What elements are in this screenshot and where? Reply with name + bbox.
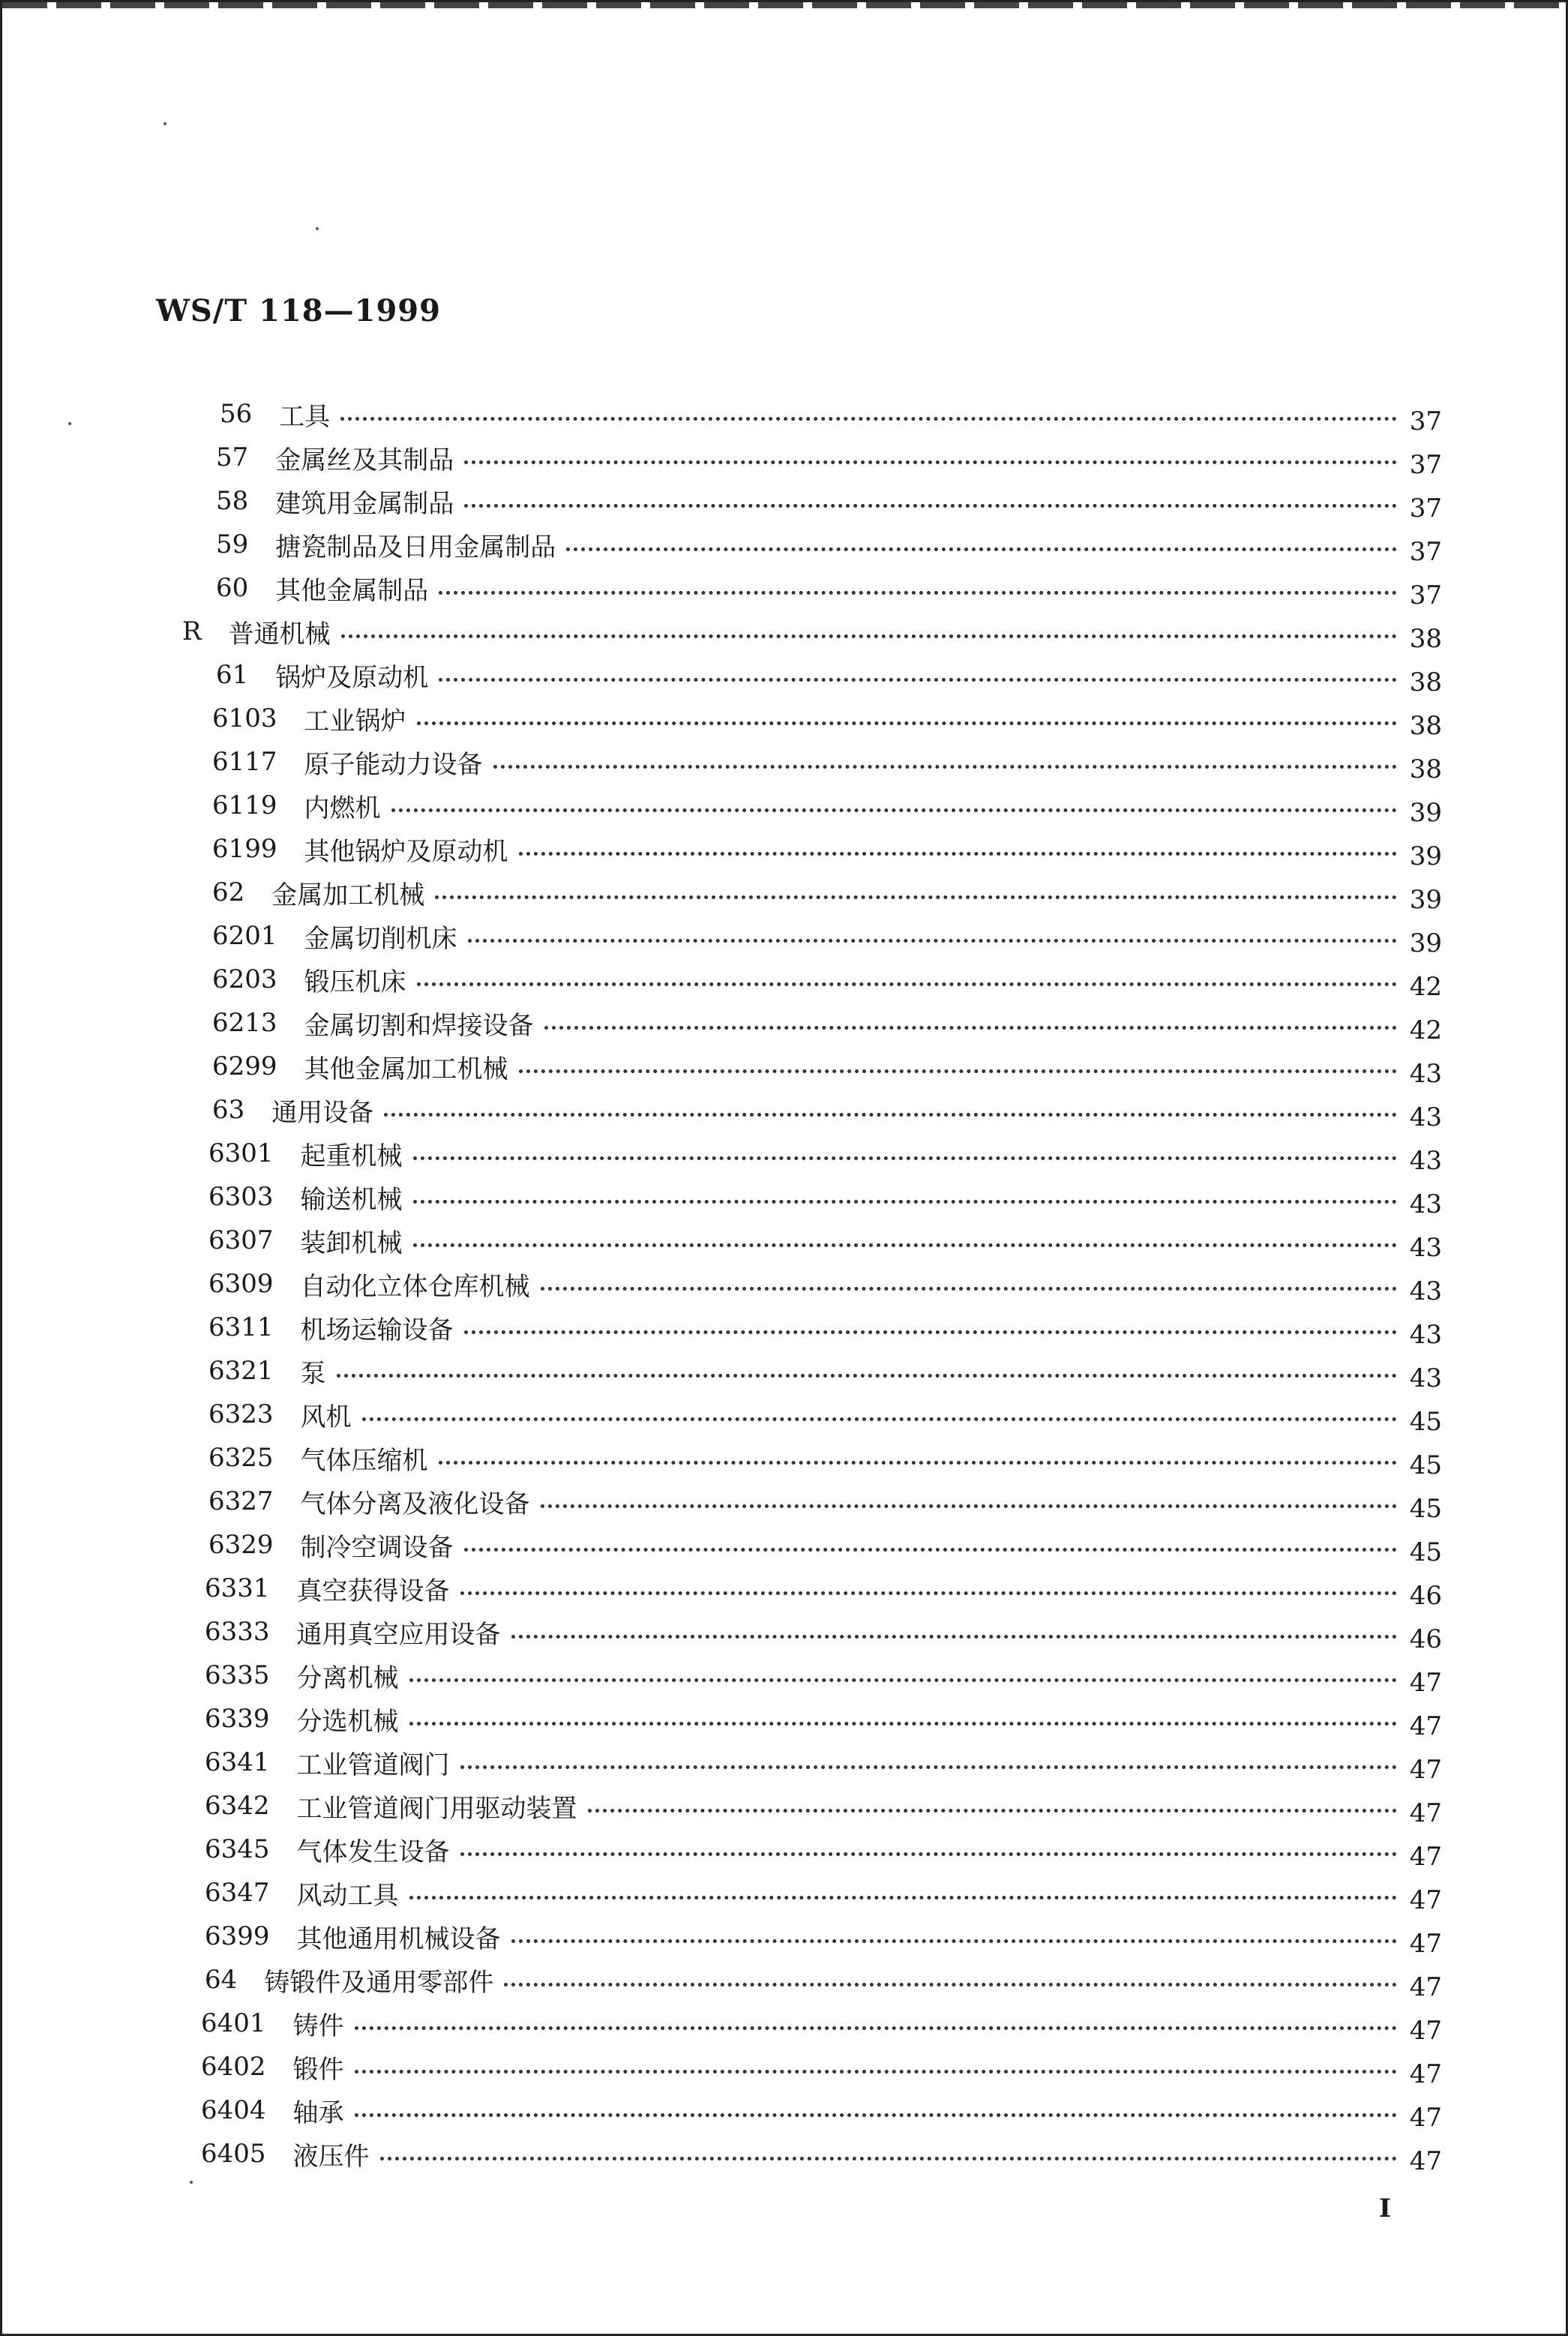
toc-entry-page: 47 [1409, 1798, 1442, 1828]
toc-entry-page: 38 [1409, 711, 1442, 741]
toc-entry [175, 697, 1442, 740]
toc-entry-label: 气体发生设备 [296, 1837, 450, 1867]
toc-entry-label: 铸锻件及通用零部件 [264, 1967, 494, 1998]
dot-leader [413, 1200, 1397, 1204]
toc-entry-code: 6301 [208, 1138, 274, 1168]
toc-entry [175, 1001, 1442, 1045]
toc-entry [175, 1784, 1442, 1828]
toc-entry-code: 6335 [205, 1660, 270, 1690]
toc-entry-page: 45 [1409, 1537, 1442, 1567]
toc-entry-label: 机场运输设备 [300, 1315, 454, 1345]
dot-leader [460, 1591, 1397, 1595]
toc-entry-page: 37 [1409, 493, 1442, 523]
toc-entry-label: 铸件 [292, 2011, 344, 2041]
dot-leader [439, 591, 1397, 595]
toc-entry-code: 6303 [208, 1182, 274, 1212]
dot-leader [413, 1156, 1397, 1160]
toc-entry [175, 1697, 1442, 1741]
toc-entry [175, 1045, 1442, 1088]
toc-entry [175, 653, 1442, 697]
toc-entry [175, 2089, 1442, 2132]
toc-entry-label: 工业管道阀门 [296, 1750, 450, 1780]
toc-entry-code: 6327 [208, 1486, 274, 1516]
toc-entry-label: 其他金属制品 [275, 575, 429, 606]
toc-entry-page: 42 [1409, 972, 1442, 1002]
toc-entry-label: 通用设备 [271, 1097, 374, 1128]
toc-entry-page: 47 [1409, 2103, 1442, 2133]
toc-entry-code: 6345 [205, 1834, 270, 1864]
dot-leader [417, 721, 1397, 725]
toc-entry-page: 37 [1409, 450, 1442, 480]
toc-entry-code: R [182, 616, 202, 646]
toc-entry-code: 6329 [208, 1530, 274, 1560]
toc-entry [175, 1610, 1442, 1654]
toc-entry [175, 1523, 1442, 1567]
toc-entry-label: 气体压缩机 [300, 1445, 428, 1476]
toc-entry [175, 1828, 1442, 1871]
toc-entry-page: 47 [1409, 1972, 1442, 2002]
dot-leader [341, 634, 1397, 638]
toc-entry-page: 37 [1409, 580, 1442, 610]
dot-leader [544, 1026, 1397, 1030]
toc-entry [175, 784, 1442, 827]
toc-entry [175, 1915, 1442, 1958]
dot-leader [380, 2157, 1397, 2161]
dot-leader [439, 1461, 1397, 1465]
toc-entry [175, 2002, 1442, 2045]
toc-entry-code: 6203 [212, 964, 277, 994]
toc-entry-code: 6325 [208, 1443, 274, 1473]
toc-entry [175, 523, 1442, 566]
toc-entry-page: 43 [1409, 1146, 1442, 1176]
toc-entry [175, 958, 1442, 1001]
dot-leader [519, 1069, 1397, 1073]
toc-entry-label: 工业管道阀门用驱动装置 [296, 1793, 577, 1824]
toc-entry [175, 1393, 1442, 1436]
toc-entry-label: 金属丝及其制品 [275, 445, 454, 475]
toc-entry-label: 金属加工机械 [271, 880, 425, 910]
toc-entry-code: 6339 [205, 1704, 270, 1734]
toc-entry-label: 原子能动力设备 [304, 749, 483, 780]
toc-entry-code: 57 [216, 442, 249, 472]
dot-leader [588, 1809, 1397, 1813]
toc-entry-page: 47 [1409, 1711, 1442, 1741]
toc-entry [175, 566, 1442, 610]
toc-entry-page: 43 [1409, 1276, 1442, 1306]
dot-leader [391, 808, 1397, 812]
toc-entry-page: 43 [1409, 1320, 1442, 1350]
toc-entry-code: 6199 [212, 834, 277, 864]
toc-entry-label: 锅炉及原动机 [275, 662, 429, 693]
toc-entry [175, 1349, 1442, 1393]
toc-entry-page: 38 [1409, 667, 1442, 697]
toc-entry-code: 6333 [205, 1617, 270, 1647]
toc-entry-code: 6309 [208, 1269, 274, 1299]
toc-entry [175, 2045, 1442, 2089]
toc-entry [175, 740, 1442, 784]
dot-leader [439, 678, 1397, 682]
toc-entry-page: 42 [1409, 1015, 1442, 1045]
toc-entry-label: 真空获得设备 [296, 1576, 450, 1606]
dot-leader [413, 1243, 1397, 1247]
toc-entry [175, 1567, 1442, 1610]
toc-entry-label: 气体分离及液化设备 [300, 1489, 530, 1519]
toc-entry [175, 610, 1442, 653]
toc-entry-label: 分选机械 [296, 1706, 399, 1737]
toc-entry [175, 392, 1442, 436]
dot-leader [435, 895, 1397, 899]
toc-entry-label: 其他通用机械设备 [296, 1924, 501, 1954]
toc-entry-label: 通用真空应用设备 [296, 1619, 501, 1650]
toc-entry-page: 37 [1409, 406, 1442, 436]
toc-entry-page: 47 [1409, 1755, 1442, 1785]
toc-entry [175, 1088, 1442, 1132]
toc-entry-code: 6323 [208, 1399, 274, 1429]
toc-entry-label: 其他金属加工机械 [304, 1054, 508, 1084]
dot-leader [355, 2026, 1397, 2030]
toc-entry-code: 6299 [212, 1051, 277, 1081]
toc-entry-page: 39 [1409, 885, 1442, 915]
toc-entry-label: 工业锅炉 [304, 706, 406, 736]
toc-entry [175, 1219, 1442, 1262]
toc-entry-page: 43 [1409, 1233, 1442, 1263]
scan-speck [316, 227, 319, 230]
toc-entry-code: 6307 [208, 1225, 274, 1255]
toc-entry [175, 2132, 1442, 2176]
toc-entry-label: 内燃机 [304, 793, 381, 823]
toc-entry-code: 60 [216, 573, 249, 603]
toc-entry-code: 56 [220, 399, 253, 429]
toc-entry [175, 871, 1442, 914]
scan-speck [68, 422, 71, 425]
dot-leader [340, 417, 1397, 421]
toc-entry-page: 45 [1409, 1450, 1442, 1480]
toc-entry-label: 建筑用金属制品 [275, 488, 454, 519]
toc-entry [175, 1741, 1442, 1784]
toc-entry-code: 58 [216, 486, 249, 516]
toc-entry [175, 1132, 1442, 1175]
toc-entry-page: 47 [1409, 2059, 1442, 2089]
toc-entry-page: 45 [1409, 1407, 1442, 1437]
dot-leader [504, 1983, 1397, 1987]
toc-entry [175, 827, 1442, 871]
scan-speck [163, 122, 166, 125]
toc-entry-label: 液压件 [292, 2141, 370, 2172]
toc-entry-code: 6341 [205, 1747, 270, 1777]
scan-speck [190, 2181, 193, 2184]
toc-entry-code: 6103 [212, 703, 277, 733]
toc-entry [175, 436, 1442, 479]
toc-entry-page: 38 [1409, 624, 1442, 654]
toc-entry-page: 39 [1409, 841, 1442, 871]
dot-leader [511, 1635, 1397, 1639]
dot-leader [541, 1287, 1397, 1291]
toc-entry [175, 1175, 1442, 1219]
dot-leader [541, 1504, 1397, 1508]
dot-leader [464, 460, 1397, 464]
toc-entry-page: 43 [1409, 1059, 1442, 1089]
toc-entry [175, 1654, 1442, 1697]
toc-entry-label: 风动工具 [296, 1880, 399, 1911]
dot-leader [519, 852, 1397, 856]
toc-entry-page: 47 [1409, 1885, 1442, 1915]
toc-entry-label: 金属切割和焊接设备 [304, 1010, 534, 1041]
toc-entry-page: 47 [1409, 2016, 1442, 2046]
dot-leader [355, 2070, 1397, 2074]
toc-entry [175, 1871, 1442, 1915]
toc-entry-label: 锻压机床 [304, 967, 406, 997]
dot-leader [464, 1548, 1397, 1552]
dot-leader [566, 547, 1397, 551]
toc-entry [175, 1958, 1442, 2002]
toc-entry-page: 46 [1409, 1581, 1442, 1611]
toc-entry-label: 锻件 [292, 2054, 344, 2085]
toc-entry-label: 金属切削机床 [304, 923, 457, 954]
toc-entry-code: 6402 [201, 2052, 266, 2082]
toc-entry-code: 6213 [212, 1008, 277, 1038]
toc-entry-code: 6405 [201, 2139, 266, 2169]
toc-entry-page: 39 [1409, 798, 1442, 828]
toc-entry-page: 47 [1409, 1668, 1442, 1698]
toc-entry-page: 37 [1409, 537, 1442, 567]
toc-entry-code: 6201 [212, 921, 277, 951]
toc-entry [175, 1262, 1442, 1306]
toc-entry-label: 风机 [300, 1402, 352, 1432]
toc-entry-page: 43 [1409, 1102, 1442, 1132]
dot-leader [460, 1852, 1397, 1856]
toc-entry-code: 61 [216, 660, 249, 690]
toc-entry-code: 6117 [212, 747, 277, 777]
toc-entry-page: 38 [1409, 754, 1442, 784]
dot-leader [409, 1896, 1397, 1900]
toc-entry-label: 工具 [279, 401, 331, 432]
toc-entry-code: 6321 [208, 1356, 274, 1386]
toc-entry-code: 64 [205, 1965, 238, 1995]
dot-leader [417, 982, 1397, 986]
toc-entry-page: 39 [1409, 928, 1442, 958]
toc-entry-code: 6399 [205, 1921, 270, 1951]
scan-border-top [2, 2, 1566, 8]
dot-leader [384, 1113, 1397, 1117]
toc-entry-page: 47 [1409, 1929, 1442, 1959]
toc-entry-label: 搪瓷制品及日用金属制品 [275, 532, 556, 562]
toc-entry-label: 分离机械 [296, 1663, 399, 1693]
toc-entry-page: 47 [1409, 1842, 1442, 1872]
toc-entry-label: 装卸机械 [300, 1228, 403, 1258]
page-number-footer: Ⅰ [1379, 2194, 1391, 2224]
toc-entry-label: 自动化立体仓库机械 [300, 1271, 530, 1302]
toc-entry-code: 59 [216, 529, 249, 559]
toc-entry-page: 46 [1409, 1624, 1442, 1654]
toc-entry-code: 6119 [212, 790, 277, 820]
toc-entry [175, 479, 1442, 523]
dot-leader [409, 1722, 1397, 1726]
dot-leader [493, 765, 1397, 769]
toc-entry-page: 47 [1409, 2146, 1442, 2176]
toc-entry-code: 6331 [205, 1573, 270, 1603]
dot-leader [460, 1765, 1397, 1769]
toc-entry [175, 1306, 1442, 1349]
toc-entry [175, 1436, 1442, 1480]
dot-leader [337, 1374, 1397, 1378]
toc-entry-code: 63 [212, 1095, 245, 1125]
document-id-header: WS/T 118—1999 [156, 293, 441, 328]
toc-entry-page: 43 [1409, 1363, 1442, 1393]
dot-leader [355, 2113, 1397, 2117]
toc-entry-label: 输送机械 [300, 1184, 403, 1215]
toc-entry-code: 6347 [205, 1878, 270, 1908]
toc-entry-label: 制冷空调设备 [300, 1532, 454, 1563]
toc-entry-code: 62 [212, 877, 245, 907]
toc-entry-code: 6404 [201, 2095, 266, 2125]
toc-entry-label: 泵 [300, 1358, 326, 1389]
dot-leader [511, 1939, 1397, 1943]
toc-entry-code: 6311 [208, 1312, 274, 1342]
toc-entry-label: 其他锅炉及原动机 [304, 836, 508, 867]
dot-leader [464, 504, 1397, 508]
toc-entry [175, 1480, 1442, 1523]
toc-entry [175, 914, 1442, 958]
table-of-contents [175, 392, 1442, 2176]
toc-entry-label: 轴承 [292, 2098, 344, 2128]
toc-entry-page: 45 [1409, 1494, 1442, 1524]
toc-entry-code: 6342 [205, 1791, 270, 1821]
dot-leader [409, 1678, 1397, 1682]
toc-entry-page: 43 [1409, 1189, 1442, 1219]
dot-leader [468, 939, 1397, 943]
toc-entry-label: 起重机械 [300, 1141, 403, 1171]
dot-leader [464, 1330, 1397, 1334]
toc-entry-code: 6401 [201, 2008, 266, 2038]
toc-entry-label: 普通机械 [228, 619, 331, 649]
dot-leader [362, 1417, 1397, 1421]
